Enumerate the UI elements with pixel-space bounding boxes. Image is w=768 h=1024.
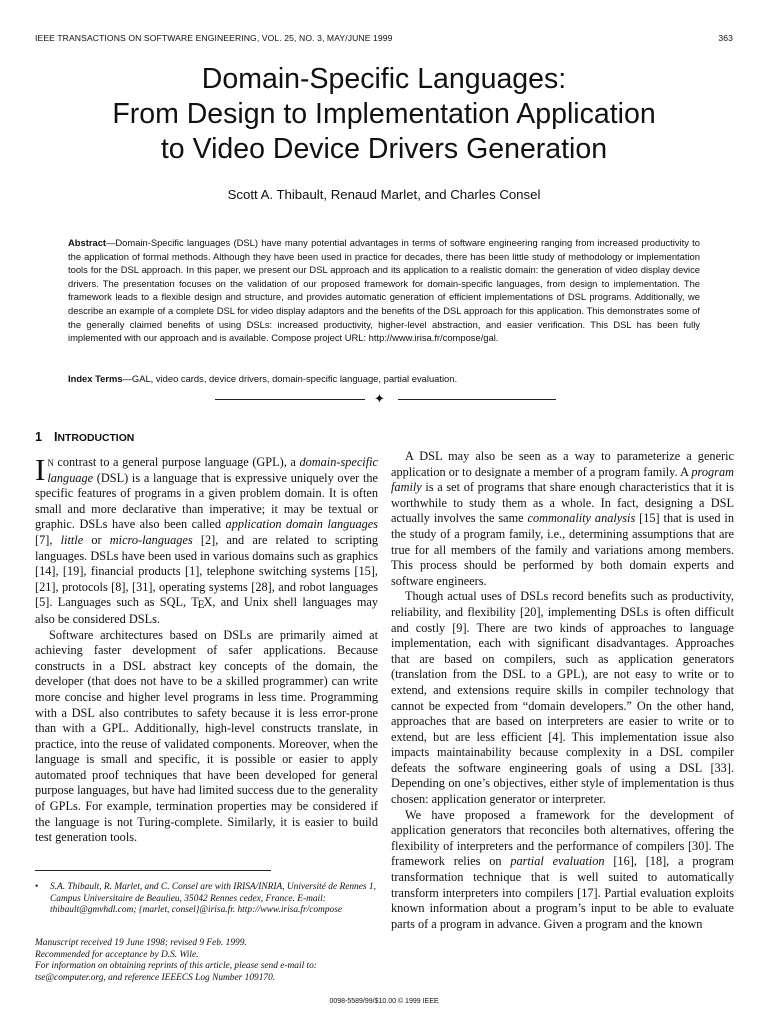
right-column	[391, 449, 734, 932]
title-line-3: to Video Device Drivers Generation	[160, 133, 608, 165]
paper-title	[35, 62, 733, 167]
index-terms	[68, 372, 700, 386]
section-title-initial: I	[54, 430, 58, 444]
section-heading	[35, 429, 378, 447]
footnote-rule	[35, 870, 271, 871]
running-header	[35, 33, 733, 43]
paragraph-right-1: A DSL may also be seen as a way to parameterize a generic application or to designate a member of a program family. A program family is a set of programs that share enough characteristics that it is worthwhile to study them as a whole. In fact, designing a DSL actually involves the same commonality analysis [15] that is used in the study of a program family, i.e., determining assumptions that are true for all members of the family and variations among members. This process should be performed by both domain experts and software engineers.	[391, 449, 734, 588]
paragraph-right-3: We have proposed a framework for the development of application generators that reconciles both alternatives, offering the flexibility of interpreters and the performance of compilers [30]. The framework relies on partial evaluation [16], [18], a program transformation technique that is well suited to automatically transform interpreters into compilers [17]. Partial evaluation exploits known information about a program’s input to be able to evaluate parts of a program in advance. Given a program and the known	[391, 807, 734, 931]
index-terms-text: —GAL, video cards, device drivers, domain-specific language, partial evaluation.	[122, 373, 458, 384]
index-terms-label: Index Terms	[68, 373, 123, 384]
divider-rule-right	[398, 399, 556, 400]
tex-logo: TEX	[191, 595, 213, 612]
drop-cap: I	[35, 452, 46, 487]
footnote-publication-info	[35, 938, 378, 984]
abstract-label: Abstract	[68, 237, 107, 248]
footnote-received: Manuscript received 19 June 1998; revised 9 Feb. 1999.	[35, 938, 247, 948]
divider-rule-left	[215, 399, 365, 400]
abstract	[68, 236, 700, 345]
footnote-affiliation	[35, 882, 378, 917]
section-title-rest: NTRODUCTION	[57, 433, 135, 444]
author-list: Scott A. Thibault, Renaud Marlet, and Charles Consel	[227, 187, 541, 202]
divider-diamond-icon: ✦	[374, 391, 385, 406]
footnote-recommended: Recommended for acceptance by D.S. Wile.	[35, 949, 199, 960]
section-number: 1	[35, 430, 43, 444]
footnote-reprints: For information on obtaining reprints of this article, please send e-mail to: tse@computer.org, and reference IEEECS Log Number 109170.	[35, 961, 317, 983]
page-number: 363	[718, 33, 733, 43]
paragraph-right-2: Though actual uses of DSLs record benefits such as productivity, reliability, and flexibility [20], implementing DSLs is often difficult and costly [9]. There are two kinds of approaches to language implementation, each with significant disadvantages. Approaches that are based on compilers, such as application generators (translation from the DSL to a GPL), are not easy to write or to extend, and extensions require skills in compiler technology that cannot be expected from “domain developers.” On the other hand, approaches that are based on interpreters are easier to write or to extend, but are less efficient [4]. This implementation issue also impacts maintainability because complexity in a DSL compiler defeats the software engineering goals of using a DSL [33]. Depending on one’s objectives, either style of implementation is thus chosen: application generator or interpreter.	[391, 589, 734, 807]
copyright-line: 0098-5589/99/$10.00 © 1999 IEEE	[329, 998, 439, 1005]
title-line-2: From Design to Implementation Application	[112, 98, 656, 130]
footnote-affiliation-text: S.A. Thibault, R. Marlet, and C. Consel are with IRISA/INRIA, Université de Rennes 1, Campus Universitaire de Beaulieu, 35042 Rennes cedex, France. E-mail: thibault@gmvhdl.com; {marlet, consel}@irisa.fr. http://www.irisa.fr/compose	[50, 882, 376, 916]
title-line-1: Domain-Specific Languages:	[201, 63, 567, 95]
abstract-text: —Domain-Specific languages (DSL) have many potential advantages in terms of software engineering ranging from increased productivity to the application of formal methods. Although they have been used in practice for decades, there has been little study of methodology or implementation tools for the DSL approach. In this paper, we present our DSL approach and its application to a realistic domain: the generation of video display device drivers. The presentation focuses on the validation of our proposed framework for domain-specific languages, from design to implementation. The framework leads to a flexible design and structure, and provides automatic generation of efficient implementations of DSL programs. Additionally, we describe an example of a complete DSL for video display adaptors and the benefits of the DSL approach for this application. This demonstrates some of the generally claimed benefits of using DSLs: increased productivity, higher-level abstraction, and easier verification. This DSL has been fully implemented with our approach and is available. Compose project URL: http://www.irisa.fr/compose/gal.	[68, 237, 700, 344]
journal-citation: IEEE TRANSACTIONS ON SOFTWARE ENGINEERING, VOL. 25, NO. 3, MAY/JUNE 1999	[35, 33, 393, 43]
paragraph-intro-2: Software architectures based on DSLs are primarily aimed at achieving faster development of safer applications. Because constructs in a DSL abstract key concepts of the domain, the developer (that does not have to be a skilled programmer) can write more concise and higher level programs in less time. Programming with a DSL also contributes to safety because it is less error-prone than with a GPL. Additionally, high-level constructs translate, in practice, into the reuse of validated components. Moreover, when the language is small and specific, it is possible or easier to apply automated proof techniques that have been developed for general purpose languages, but have had limited success due to the generality of GPLs. For example, termination properties may be considered if the language is not Turing-complete. Similarly, it is easier to build test generation tools.	[35, 627, 378, 845]
footnote-bullet: •	[35, 882, 39, 892]
left-column	[35, 429, 378, 846]
paragraph-intro-1: In contrast to a general purpose language (GPL), a domain-specific language (DSL) is a language that is expressive uniquely over the specific features of programs in a given problem domain. It is often small and more declarative than imperative; it may be textual or graphic. DSLs have also been called application domain languages [7], little or micro-languages [2], and are related to scripting languages. DSLs have been used in various domains such as graphics [14], [19], financial products [1], telephone switching systems [15], [21], protocols [8], [31], operating systems [28], and robot languages [5]. Languages such as SQL, TEX, and Unix shell languages may also be considered DSLs.	[35, 452, 378, 626]
